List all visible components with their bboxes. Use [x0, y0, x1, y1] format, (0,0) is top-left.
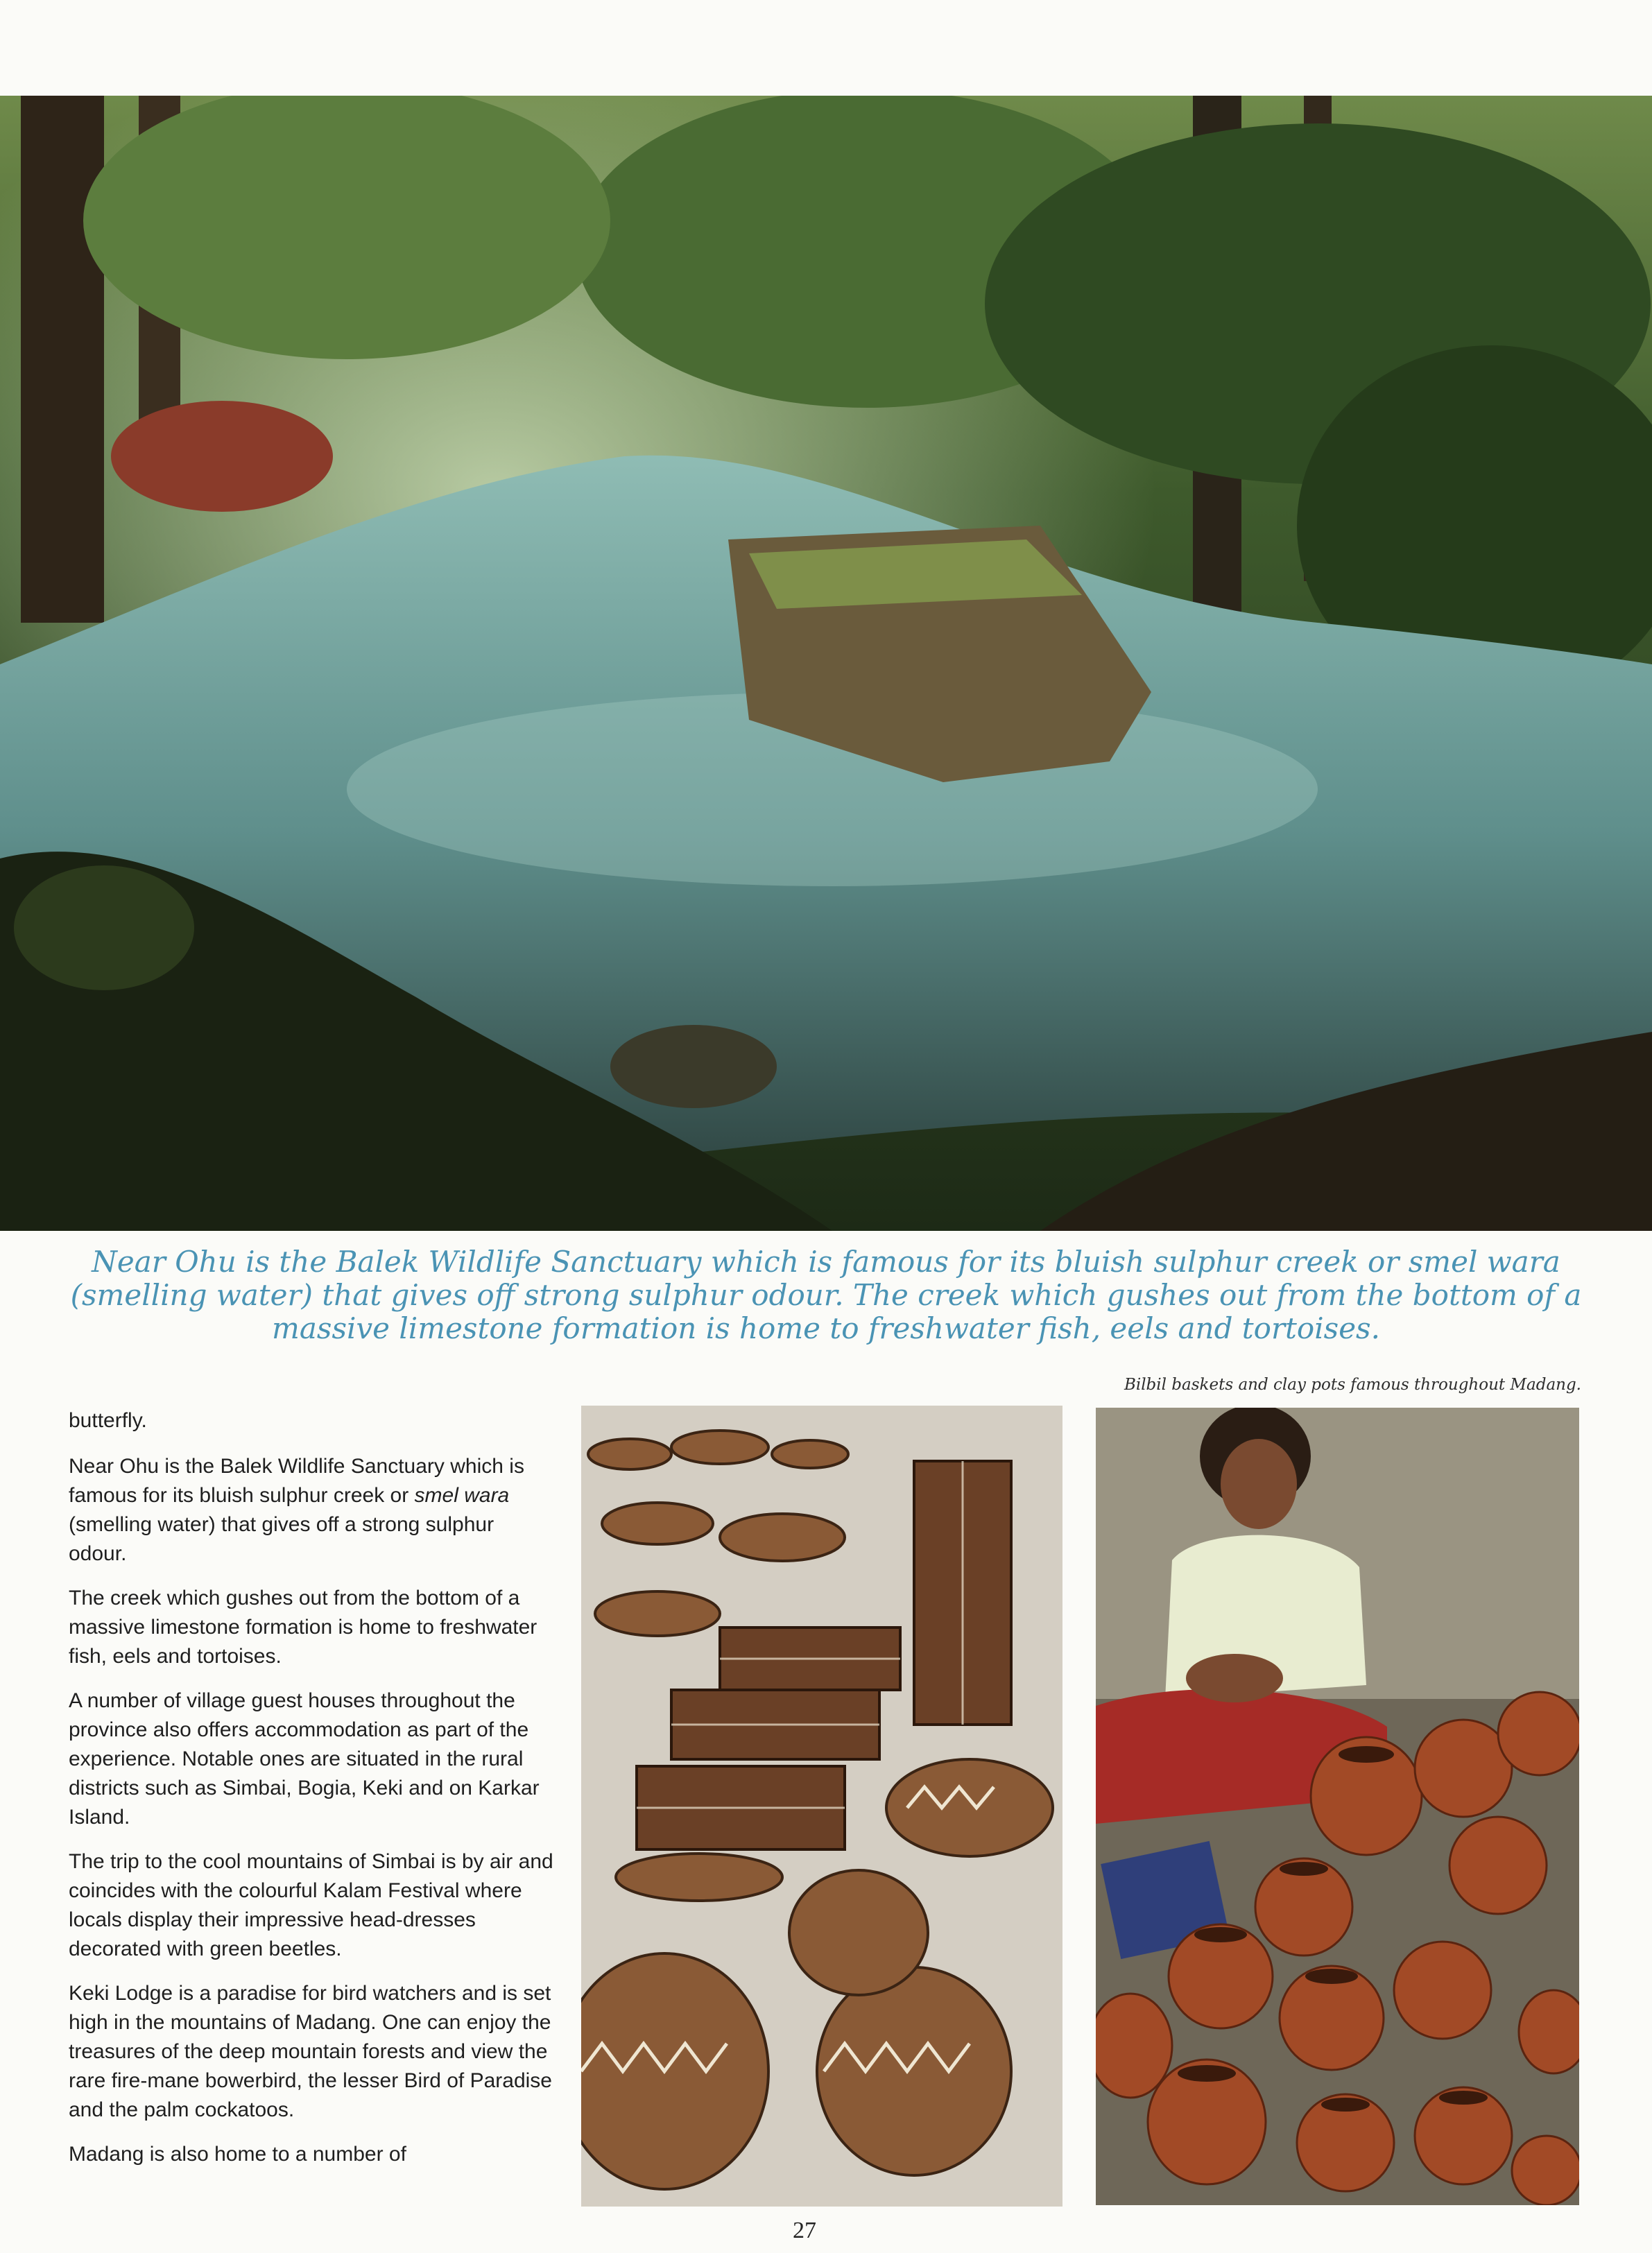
body-paragraph-1-term: smel wara — [414, 1484, 510, 1507]
page-number: 27 — [793, 2218, 816, 2243]
side-photo-caption: Bilbil baskets and clay pots famous throughout Madang. — [1124, 1376, 1581, 1394]
body-paragraph-2: The creek which gushes out from the bottom of a massive limestone formation is home to freshwater fish, eels and tortoises. — [69, 1587, 537, 1668]
body-paragraph-1-end: (smelling water) that gives off a strong sulphur odour. — [69, 1513, 494, 1565]
article-body — [69, 1406, 554, 2184]
baskets-photo — [581, 1406, 1062, 2207]
body-paragraph-1 — [69, 1452, 554, 1569]
creek-photo — [0, 96, 1652, 1231]
body-paragraph-1-start: Near Ohu is the Balek Wildlife Sanctuary which is famous for its bluish sulphur creek or — [69, 1455, 524, 1507]
body-paragraph-3: A number of village guest houses throughout the province also offers accommodation as part of the experience. Notable ones are situated in the rural districts such as Simbai, Bogia, Keki and on Karkar Island. — [69, 1689, 540, 1829]
clay-pots-photo — [1096, 1408, 1579, 2205]
main-photo-caption: Near Ohu is the Balek Wildlife Sanctuary which is famous for its bluish sulphur creek or smel wara (smelling water) that gives off strong sulphur odour. The creek which gushes out from the bottom of a massive limestone formation is home to freshwater fish, eels and tortoises. — [70, 1245, 1582, 1345]
body-paragraph-4: The trip to the cool mountains of Simbai is by air and coincides with the colourful Kalam Festival where locals display their impressive head-dresses decorated with green beetles. — [69, 1850, 553, 1960]
body-paragraph-6: Madang is also home to a number of — [69, 2143, 406, 2166]
body-paragraph-5: Keki Lodge is a paradise for bird watchers and is set high in the mountains of Madang. One can enjoy the treasures of the deep mountain forests and view the rare fire-mane bowerbird, the lesser Bird of Paradise and the palm cockatoos. — [69, 1982, 552, 2121]
body-paragraph-0: butterfly. — [69, 1409, 147, 1432]
